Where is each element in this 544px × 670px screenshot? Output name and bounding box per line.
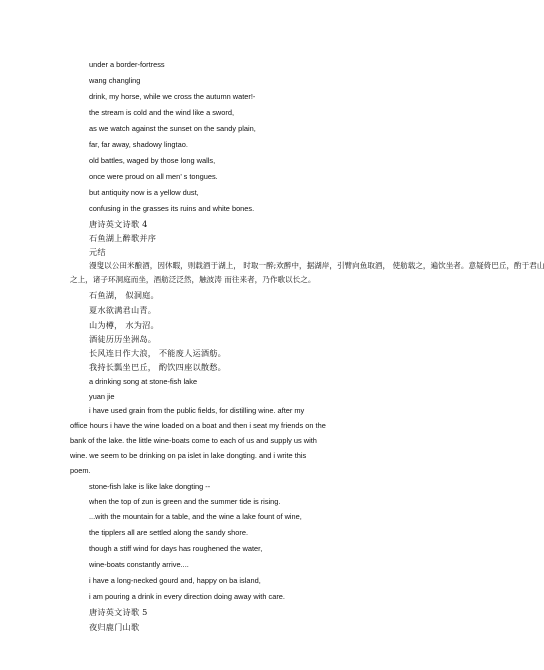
- text-line: the stream is cold and the wind like a sword,: [89, 108, 235, 117]
- text-line: but antiquity now is a yellow dust,: [89, 188, 199, 197]
- text-line: wine. we seem to be drinking on pa islet in lake dongting. and i write this: [70, 451, 307, 460]
- text-line: far, far away, shadowy lingtao.: [89, 140, 188, 149]
- text-line: a drinking song at stone-fish lake: [89, 377, 198, 386]
- poem-line: 夏水欲满君山青。: [89, 305, 157, 315]
- poem-author: 元结: [89, 247, 106, 257]
- text-line: wang changling: [89, 76, 141, 85]
- poem-line: 山为樽， 水为沼。: [89, 320, 159, 330]
- poem-line: 酒徒历历坐洲岛。: [89, 334, 157, 344]
- preface-line: 之上，诸子环洞庭而坐，酒舫泛泛然，触波涛 而往来者，乃作歌以长之。: [70, 275, 316, 284]
- section-heading: 唐诗英文诗歌 5: [89, 607, 148, 617]
- poem-line: 石鱼湖， 似洞庭。: [89, 290, 159, 300]
- text-line: ...with the mountain for a table, and the wine a lake fount of wine,: [89, 512, 302, 521]
- text-line: i have used grain from the public fields, for distilling wine. after my: [89, 406, 305, 415]
- poem-title: 夜归鹿门山歌: [89, 622, 140, 632]
- text-line: i have a long-necked gourd and, happy on ba island,: [89, 576, 261, 585]
- text-line: office hours i have the wine loaded on a boat and then i seat my friends on the: [70, 421, 326, 430]
- poem-title: 石鱼湖上醉歌并序: [89, 233, 157, 243]
- text-line: the tipplers all are settled along the sandy shore.: [89, 528, 248, 537]
- text-line: as we watch against the sunset on the sandy plain,: [89, 124, 256, 133]
- text-line: bank of the lake. the little wine-boats come to each of us and supply us with: [70, 436, 317, 445]
- text-line: old battles, waged by those long walls,: [89, 156, 216, 165]
- text-line: i am pouring a drink in every direction doing away with care.: [89, 592, 285, 601]
- poem-line: 长风连日作大浪， 不能废人运酒舫。: [89, 348, 227, 358]
- poem-line: 我持长瓢坐巴丘， 酌饮四座以散愁。: [89, 362, 227, 372]
- text-line: once were proud on all men’ s tongues.: [89, 172, 218, 181]
- text-line: poem.: [70, 466, 91, 475]
- text-line: confusing in the grasses its ruins and white bones.: [89, 204, 255, 213]
- text-line: under a border-fortress: [89, 60, 165, 69]
- section-heading: 唐诗英文诗歌 4: [89, 219, 148, 229]
- text-line: stone-fish lake is like lake dongting --: [89, 482, 211, 491]
- text-line: when the top of zun is green and the summer tide is rising.: [89, 497, 281, 506]
- text-line: drink, my horse, while we cross the autumn water!-: [89, 92, 256, 101]
- text-line: wine-boats constantly arrive....: [89, 560, 189, 569]
- text-line: though a stiff wind for days has roughened the water,: [89, 544, 263, 553]
- preface-line: 漫叟以公田米酿酒，因休暇，则载酒于湖上， 时取一醉;欢醉中，据湖岸，引臂向鱼取酒， 使舫载之，遍饮坐者。意疑倚巴丘，酌于君山: [89, 261, 544, 270]
- text-line: yuan jie: [89, 392, 115, 401]
